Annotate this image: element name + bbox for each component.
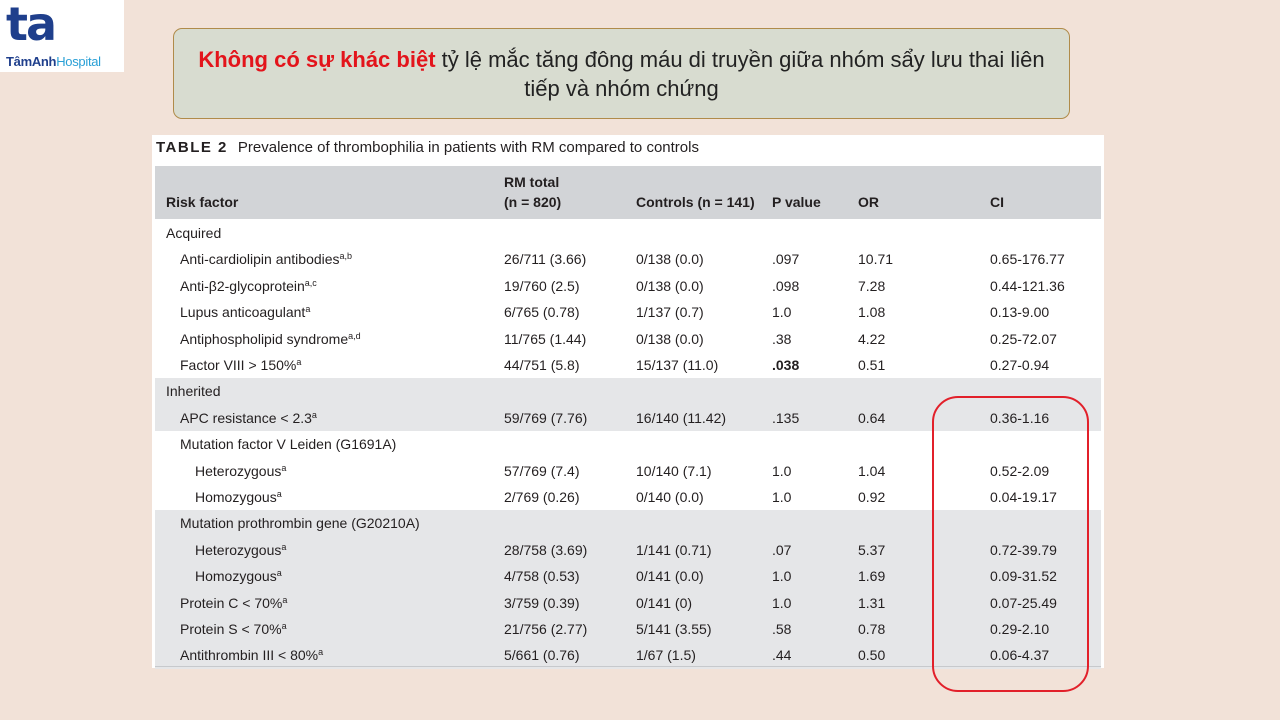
ci-cell: 0.27-0.94 xyxy=(990,357,1050,373)
p-value-cell: 1.0 xyxy=(772,462,792,479)
row-label xyxy=(180,595,287,612)
row-label-text: Heterozygous xyxy=(195,462,282,479)
controls-cell: 0/141 (0) xyxy=(636,594,693,611)
row-footnote: a xyxy=(305,304,311,315)
p-value-cell: .135 xyxy=(772,409,800,426)
controls-cell: 16/140 (11.42) xyxy=(636,409,727,426)
row-footnote: a xyxy=(281,462,287,473)
row-label-text: Anti-cardiolipin antibodies xyxy=(180,251,340,268)
rm-total-cell: 6/765 (0.78) xyxy=(504,304,580,321)
controls-cell: 10/140 (7.1) xyxy=(636,462,712,479)
p-value-cell: .098 xyxy=(772,277,800,294)
callout-highlight: Không có sự khác biệt xyxy=(198,47,436,72)
table-row xyxy=(155,273,1101,299)
row-label xyxy=(180,331,361,348)
header-rm-n: (n = 820) xyxy=(504,194,562,210)
ci-cell: 0.36-1.16 xyxy=(990,409,1050,426)
header-ci: CI xyxy=(990,194,1004,210)
callout-box xyxy=(173,28,1070,119)
row-label xyxy=(180,278,317,295)
rm-total-cell: 5/661 (0.76) xyxy=(504,647,580,664)
hospital-logo xyxy=(0,0,124,72)
ci-cell: 0.44-121.36 xyxy=(990,277,1065,294)
row-label xyxy=(180,304,310,321)
row-label-text: Antithrombin III < 80% xyxy=(180,647,319,664)
rm-total-cell: 19/760 (2.5) xyxy=(504,277,580,294)
row-footnote: a xyxy=(318,647,324,658)
p-value-cell: 1.0 xyxy=(772,594,792,611)
ci-cell: 0.09-31.52 xyxy=(990,568,1057,585)
rm-total-cell: 2/769 (0.26) xyxy=(504,489,580,505)
rm-total-cell: 21/756 (2.77) xyxy=(504,621,588,637)
row-label xyxy=(195,463,286,480)
row-label-text: Inherited xyxy=(166,383,221,400)
table-caption: Prevalence of thrombophilia in patients with RM compared to controls xyxy=(237,139,699,156)
table-row xyxy=(155,220,1101,246)
p-value-cell: .38 xyxy=(772,330,792,347)
or-cell: 0.92 xyxy=(858,489,886,505)
controls-cell: 0/138 (0.0) xyxy=(636,277,704,294)
row-label xyxy=(180,621,287,638)
row-label xyxy=(166,225,221,242)
logo-mark: ta xyxy=(6,0,56,51)
or-cell: 10.71 xyxy=(858,251,894,268)
controls-cell: 0/138 (0.0) xyxy=(636,330,704,347)
row-footnote: a xyxy=(276,489,282,499)
callout-text: tỷ lệ mắc tăng đông máu di truyền giữa nhóm sẩy lưu thai liên tiếp và nhóm chứng xyxy=(441,47,1045,101)
row-label-text: Homozygous xyxy=(195,568,277,585)
p-value-cell: 1.0 xyxy=(772,568,792,585)
or-cell: 0.51 xyxy=(858,357,886,373)
controls-cell: 15/137 (11.0) xyxy=(636,357,719,373)
header-controls: Controls (n = 141) xyxy=(636,194,755,210)
row-footnote: a,d xyxy=(348,330,361,341)
row-label-text: Lupus anticoagulant xyxy=(180,304,306,321)
p-value-cell: .07 xyxy=(772,541,792,558)
p-value-cell: 1.0 xyxy=(772,304,792,321)
logo-name-light: Hospital xyxy=(56,54,101,69)
ci-cell: 0.65-176.77 xyxy=(990,251,1065,268)
row-label xyxy=(180,515,420,532)
table-row xyxy=(155,352,1101,378)
row-label xyxy=(166,383,220,400)
rm-total-cell: 59/769 (7.76) xyxy=(504,409,588,426)
rm-total-cell: 28/758 (3.69) xyxy=(504,541,588,558)
p-value-cell: 1.0 xyxy=(772,489,792,505)
or-cell: 1.69 xyxy=(858,568,886,585)
rm-total-cell: 4/758 (0.53) xyxy=(504,568,580,585)
rm-total-cell: 11/765 (1.44) xyxy=(504,330,587,347)
rm-total-cell: 44/751 (5.8) xyxy=(504,357,580,373)
p-value-cell: .038 xyxy=(772,357,800,373)
table-row xyxy=(155,299,1101,325)
controls-cell: 5/141 (3.55) xyxy=(636,621,712,637)
table-label: TABLE 2 xyxy=(156,139,228,156)
row-label-text: Antiphospholipid syndrome xyxy=(180,330,349,347)
row-label-text: Homozygous xyxy=(195,489,277,505)
header-p-value: P value xyxy=(772,194,821,210)
row-label-text: Mutation factor V Leiden (G1691A) xyxy=(180,436,397,453)
p-value-cell: .58 xyxy=(772,621,792,637)
rm-total-cell: 3/759 (0.39) xyxy=(504,594,580,611)
header-rm-total: RM total xyxy=(504,174,560,190)
row-footnote: a xyxy=(311,409,317,420)
row-label xyxy=(180,251,352,268)
row-footnote: a,b xyxy=(339,251,353,262)
table-header xyxy=(155,166,1101,219)
table-row xyxy=(155,246,1101,272)
row-label-text: Protein S < 70% xyxy=(180,621,282,637)
or-cell: 1.04 xyxy=(858,462,886,479)
ci-highlight-ring xyxy=(932,396,1089,692)
row-footnote: a xyxy=(296,357,302,367)
row-label-text: Acquired xyxy=(166,225,222,241)
ci-cell: 0.29-2.10 xyxy=(990,621,1050,637)
or-cell: 1.31 xyxy=(858,594,886,611)
controls-cell: 1/67 (1.5) xyxy=(636,647,696,664)
rm-total-cell: 57/769 (7.4) xyxy=(504,462,580,479)
logo-name-bold: TâmAnh xyxy=(6,54,57,69)
controls-cell: 0/140 (0.0) xyxy=(636,489,704,505)
controls-cell: 1/137 (0.7) xyxy=(636,304,704,321)
or-cell: 0.50 xyxy=(858,647,886,664)
controls-cell: 1/141 (0.71) xyxy=(636,541,712,558)
p-value-cell: .097 xyxy=(772,251,800,268)
logo-name xyxy=(6,55,101,69)
row-label-text: APC resistance < 2.3 xyxy=(180,409,312,426)
controls-cell: 0/141 (0.0) xyxy=(636,568,704,585)
row-label xyxy=(195,568,282,585)
row-label xyxy=(180,647,323,664)
header-risk-factor: Risk factor xyxy=(166,194,239,210)
table-row xyxy=(155,326,1101,352)
or-cell: 0.64 xyxy=(858,409,886,426)
rm-total-cell: 26/711 (3.66) xyxy=(504,251,587,268)
p-value-cell: .44 xyxy=(772,647,792,664)
header-or: OR xyxy=(858,194,879,210)
row-label xyxy=(180,436,396,453)
or-cell: 7.28 xyxy=(858,277,886,294)
or-cell: 0.78 xyxy=(858,621,886,637)
ci-cell: 0.52-2.09 xyxy=(990,462,1050,479)
row-label xyxy=(195,542,286,559)
row-label xyxy=(180,357,301,374)
row-label-text: Mutation prothrombin gene (G20210A) xyxy=(180,515,420,532)
ci-cell: 0.07-25.49 xyxy=(990,594,1057,611)
ci-cell: 0.13-9.00 xyxy=(990,304,1050,321)
or-cell: 1.08 xyxy=(858,304,886,321)
row-footnote: a xyxy=(281,621,287,631)
controls-cell: 0/138 (0.0) xyxy=(636,251,704,268)
row-label-text: Protein C < 70% xyxy=(180,594,283,611)
table-title xyxy=(156,139,699,157)
row-label-text: Anti-β2-glycoprotein xyxy=(180,277,305,294)
or-cell: 5.37 xyxy=(858,541,886,558)
ci-cell: 0.72-39.79 xyxy=(990,541,1057,558)
ci-cell: 0.06-4.37 xyxy=(990,647,1050,664)
row-label xyxy=(180,410,317,427)
row-label-text: Heterozygous xyxy=(195,541,282,558)
row-footnote: a xyxy=(282,594,288,605)
row-label-text: Factor VIII > 150% xyxy=(180,357,297,373)
or-cell: 4.22 xyxy=(858,330,886,347)
row-label xyxy=(195,489,282,506)
ci-cell: 0.25-72.07 xyxy=(990,330,1057,347)
row-footnote: a xyxy=(276,568,282,579)
row-footnote: a,c xyxy=(304,277,317,288)
row-footnote: a xyxy=(281,541,287,552)
ci-cell: 0.04-19.17 xyxy=(990,489,1057,505)
